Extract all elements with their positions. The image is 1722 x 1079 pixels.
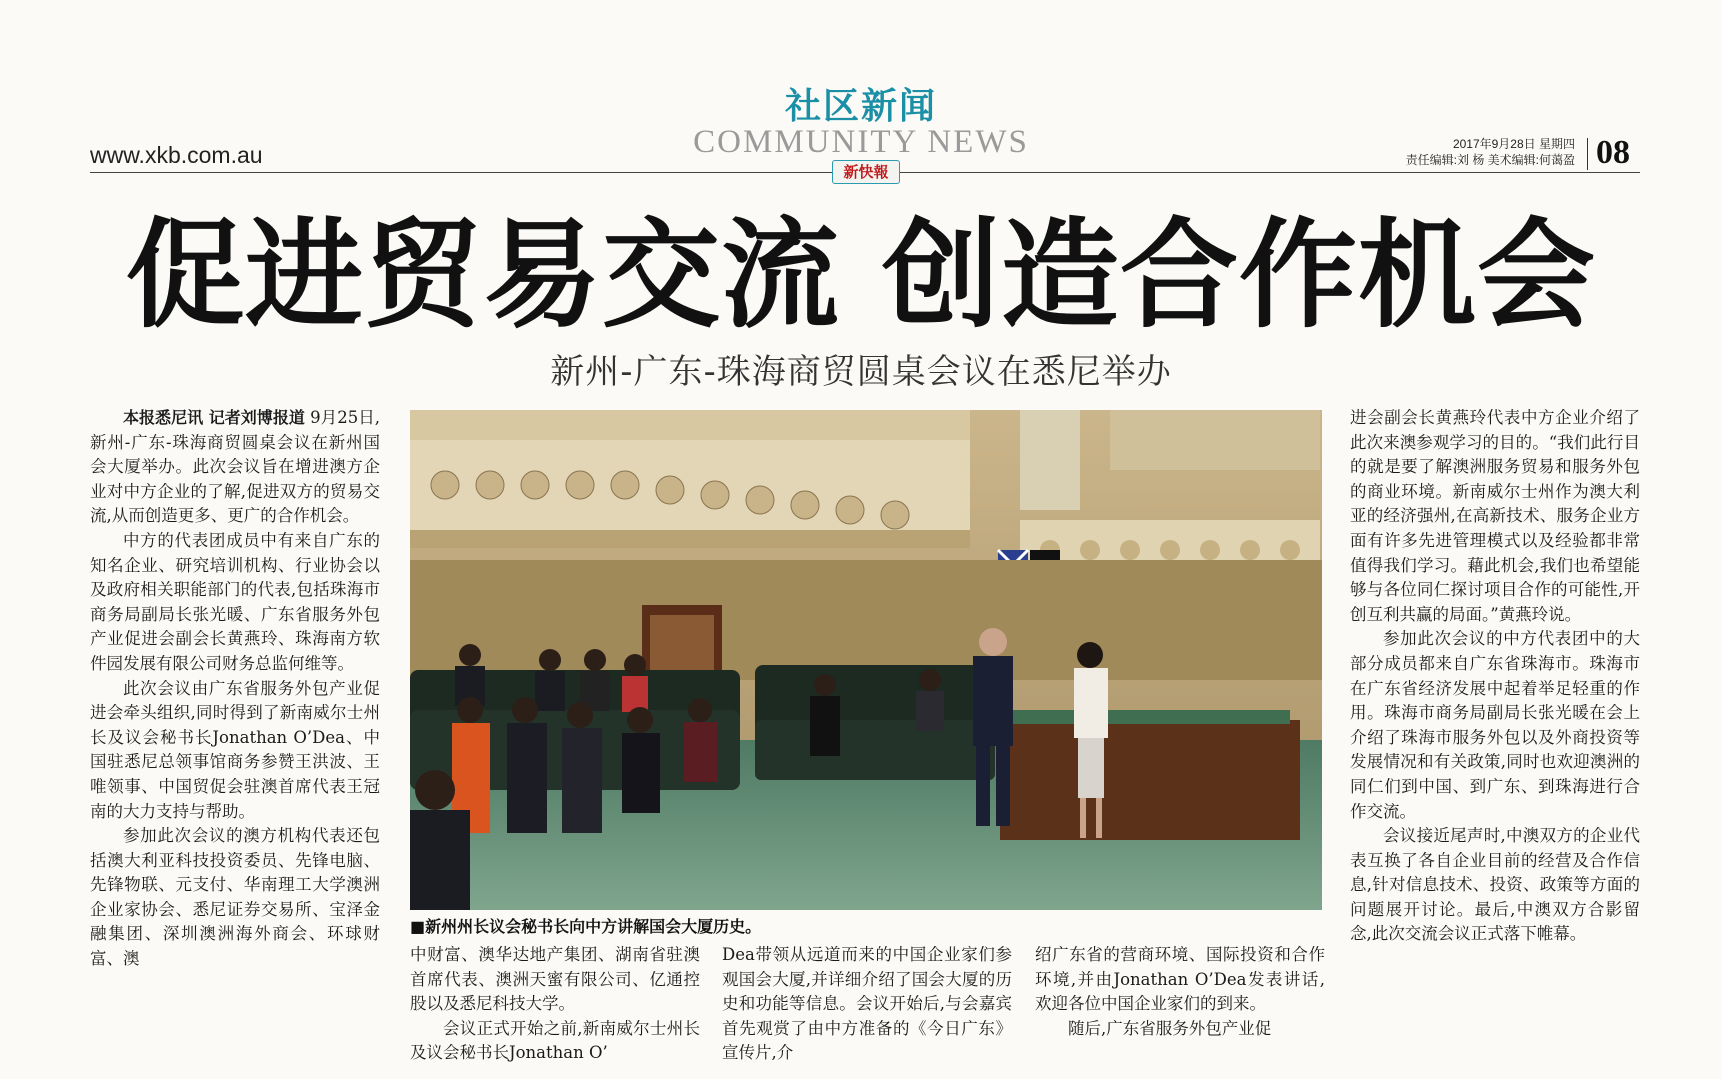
article-column-1: [90, 406, 380, 972]
editors-line: 责任编辑:刘 杨 美术编辑:何蔼盈: [1405, 153, 1575, 167]
paragraph: 参加此次会议的澳方机构代表还包括澳大利亚科技投资委员、先锋电脑、先锋物联、元支付、华南理工大学澳洲企业家协会、悉尼证券交易所、宝泽金融集团、深圳澳洲海外商会、环球财富、澳: [90, 826, 380, 969]
headline: 促进贸易交流 创造合作机会: [125, 206, 1597, 344]
article-column-3: [722, 943, 1012, 1066]
paragraph: 参加此次会议的中方代表团中的大部分成员都来自广东省珠海市。珠海市在广东省经济发展中起着举足轻重的作用。珠海市商务局副局长张光暖在会上介绍了珠海市服务外包以及外商投资等发展情况和有关政策,同时也欢迎澳洲的同仁们到中国、到广东、到珠海进行合作交流。: [1350, 629, 1640, 821]
date-info: [1395, 136, 1575, 168]
subheadline: 新州-广东-珠海商贸圆桌会议在悉尼举办: [550, 352, 1172, 392]
photo-caption: ■新州州长议会秘书长向中方讲解国会大厦历史。: [410, 917, 762, 936]
article-photo: [410, 410, 1322, 910]
date-line: 2017年9月28日 星期四: [1452, 137, 1575, 151]
paragraph: 进会副会长黄燕玲代表中方企业介绍了此次来澳参观学习的目的。“我们此行目的就是要了解澳洲服务贸易和服务外包的商业环境。新南威尔士州作为澳大利亚的经济强州,在高新技术、服务企业方面有许多先进管理模式以及经验都非常值得我们学习。藉此机会,我们也希望能够与各位同仁探讨项目合作的可能性,开创互利共赢的局面。”黄燕玲说。: [1350, 408, 1640, 624]
paragraph: 会议接近尾声时,中澳双方的企业代表互换了各自企业目前的经营及合作信息,针对信息技术、投资、政策等方面的问题展开讨论。最后,中澳双方合影留念,此次交流会议正式落下帷幕。: [1350, 826, 1640, 944]
page-number: 08: [1596, 134, 1630, 171]
section-title-en: COMMUNITY NEWS: [693, 124, 1029, 160]
paragraph: 绍广东省的营商环境、国际投资和合作环境,并由Jonathan O’Dea发表讲话,欢迎各位中国企业家们的到来。: [1035, 945, 1325, 1014]
paragraph: 此次会议由广东省服务外包产业促进会牵头组织,同时得到了新南威尔士州长及议会秘书长Jonathan O’Dea、中国驻悉尼总领事馆商务参赞王洪波、王唯领事、中国贸促会驻澳首席代表王冠南的大力支持与帮助。: [90, 678, 380, 821]
article-column-4: [1035, 943, 1325, 1041]
masthead-logo: 新快報: [832, 160, 900, 184]
section-title-cn: 社区新闻: [784, 86, 937, 127]
byline: 本报悉尼讯 记者刘博报道: [123, 408, 305, 427]
paragraph: 中财富、澳华达地产集团、湖南省驻澳首席代表、澳洲天蜜有限公司、亿通控股以及悉尼科技大学。: [410, 945, 700, 1014]
website-url[interactable]: www.xkb.com.au: [90, 142, 263, 168]
paragraph: [90, 406, 380, 529]
paragraph: Dea带领从远道而来的中国企业家们参观国会大厦,并详细介绍了国会大厦的历史和功能等信息。会议开始后,与会嘉宾首先观赏了由中方准备的《今日广东》宣传片,介: [722, 945, 1012, 1063]
paragraph: 随后,广东省服务外包产业促: [1068, 1018, 1272, 1038]
article-column-2: [410, 943, 700, 1066]
article-column-5: [1350, 406, 1640, 947]
paragraph-text: 9月25日,新州-广东-珠海商贸圆桌会议在新州国会大厦举办。此次会议旨在增进澳方企业对中方企业的了解,促进双方的贸易交流,从而创造更多、更广的合作机会。: [90, 408, 380, 526]
paragraph: 中方的代表团成员中有来自广东的知名企业、研究培训机构、行业协会以及政府相关职能部门的代表,包括珠海市商务局副局长张光暖、广东省服务外包产业促进会副会长黄燕玲、珠海南方软件园发展有限公司财务总监何维等。: [90, 530, 380, 673]
page-divider: [1587, 138, 1588, 170]
paragraph: 会议正式开始之前,新南威尔士州长及议会秘书长Jonathan O’: [410, 1018, 700, 1063]
